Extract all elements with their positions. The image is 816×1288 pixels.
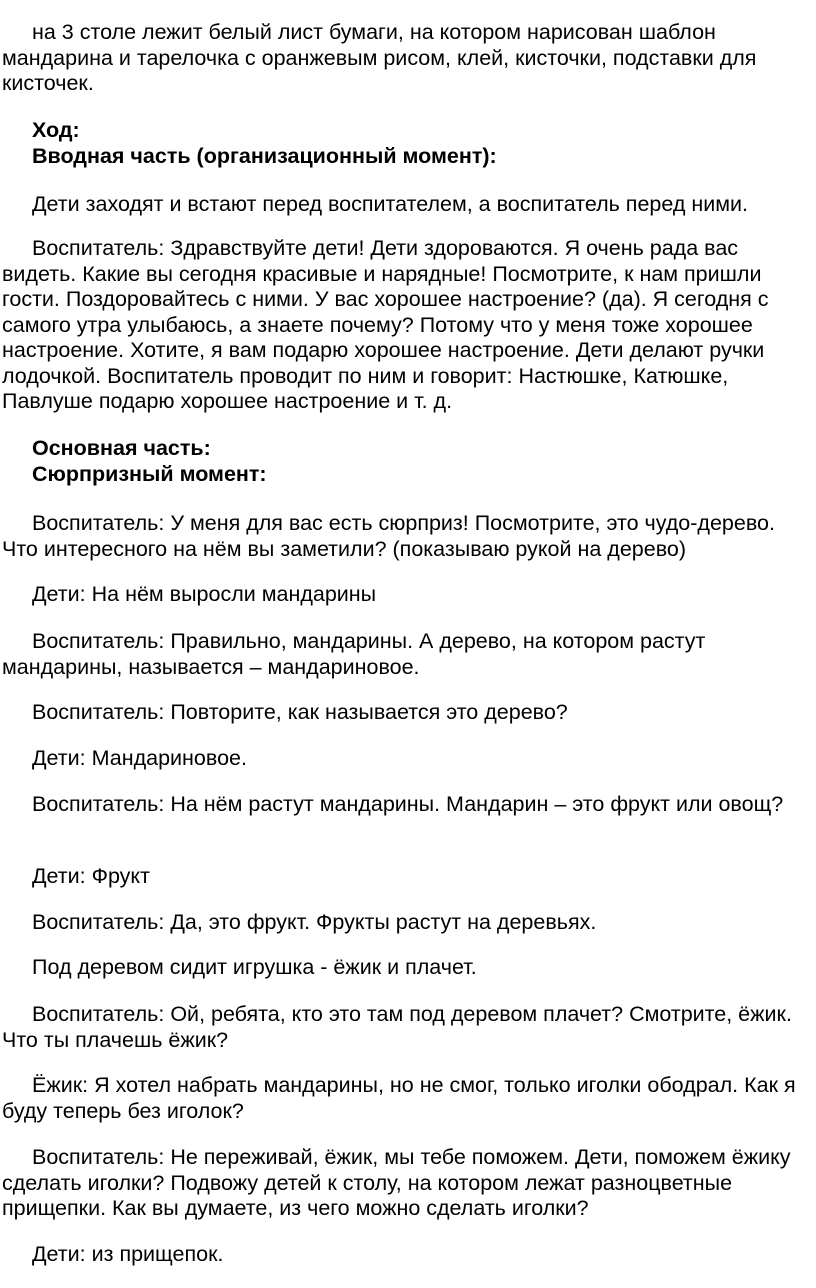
heading-main-part: Основная часть: <box>32 436 211 460</box>
paragraph-fruit-question: Воспитатель: На нём растут мандарины. Мандарин – это фрукт или овощ? <box>32 792 784 816</box>
paragraph-help-hedgehog: Воспитатель: Не переживай, ёжик, мы тебе поможем. Дети, поможем ёжику сделать иголки? Подвожу детей к столу, на котором лежат разноцветные прищепки. Как вы думаете, из чего можно сделать иголки? <box>2 1145 791 1220</box>
paragraph-hedgehog-toy: Под деревом сидит игрушка - ёжик и плачет. <box>32 955 477 979</box>
paragraph-who-cries: Воспитатель: Ой, ребята, кто это там под деревом плачет? Смотрите, ёжик. Что ты плачешь ёжик? <box>2 1002 792 1052</box>
paragraph-tree-name: Воспитатель: Правильно, мандарины. А дерево, на котором растут мандарины, называется – мандариновое. <box>2 629 706 679</box>
paragraph-children-clothespins: Дети: из прищепок. <box>32 1242 224 1266</box>
paragraph-children-mandarins: Дети: На нём выросли мандарины <box>32 582 377 606</box>
paragraph-greeting: Воспитатель: Здравствуйте дети! Дети здороваются. Я очень рада вас видеть. Какие вы сегодня красивые и нарядные! Посмотрите, к нам пришли гости. Поздоровайтесь с ними. У вас хорошее настроение? (да). Я сегодня с самого утра улыбаюсь, а знаете почему? Потому что у меня тоже хорошее настроение. Хотите, я вам подарю хорошее настроение. Дети делают ручки лодочкой. Воспитатель проводит по ним и говорит: Настюшке, Катюшке, Павлуше подарю хорошее настроение и т. д. <box>2 236 769 413</box>
paragraph-children-enter: Дети заходят и встают перед воспитателем, а воспитатель перед ними. <box>32 192 749 216</box>
heading-intro: Вводная часть (организационный момент): <box>32 144 497 168</box>
heading-hod: Ход: <box>32 118 80 142</box>
paragraph-surprise: Воспитатель: У меня для вас есть сюрприз! Посмотрите, это чудо-дерево. Что интересного на нём вы заметили? (показываю рукой на дерево) <box>2 511 775 561</box>
paragraph-fruits-grow: Воспитатель: Да, это фрукт. Фрукты растут на деревьях. <box>32 910 597 934</box>
paragraph-repeat-question: Воспитатель: Повторите, как называется это дерево? <box>32 700 568 724</box>
paragraph-materials: на 3 столе лежит белый лист бумаги, на котором нарисован шаблон мандарина и тарелочка с оранжевым рисом, клей, кисточки, подставки для кисточек. <box>2 20 757 95</box>
paragraph-children-answer-tree: Дети: Мандариновое. <box>32 746 247 770</box>
heading-surprise: Сюрпризный момент: <box>32 462 267 486</box>
paragraph-children-fruit: Дети: Фрукт <box>32 864 150 888</box>
paragraph-hedgehog-speech: Ёжик: Я хотел набрать мандарины, но не смог, только иголки ободрал. Как я буду теперь без иголок? <box>2 1073 796 1123</box>
